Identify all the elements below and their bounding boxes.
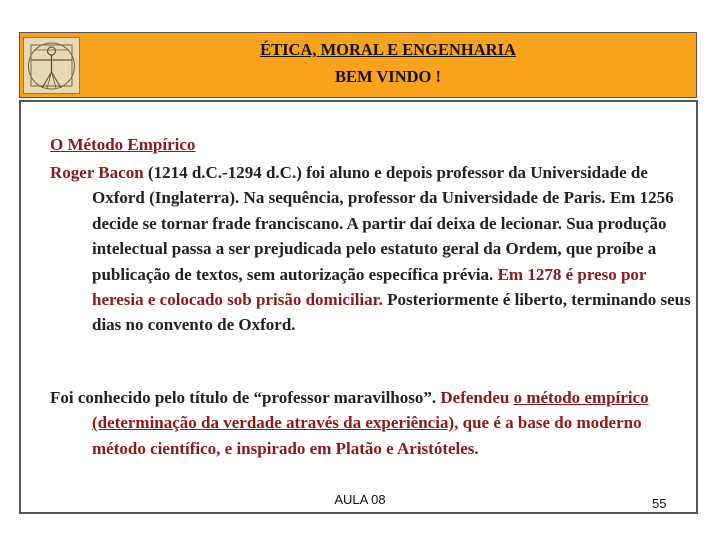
underlined-highlight-text: o método empírico (determinação da verdade através da experiência),	[92, 388, 649, 433]
page-number: 55	[652, 496, 667, 511]
header-banner	[19, 32, 697, 98]
paragraph-roger-bacon	[50, 160, 698, 338]
paragraph-text: Foi conhecido pelo título de “professor maravilhoso”.	[50, 388, 441, 407]
paragraph-text: (1214 d.C.-1294 d.C.) foi aluno e depois professor da Universidade de Oxford (Inglaterra). Na sequência, professor da Universidade de Paris. Em 1256 decide se tornar frade franciscano. A partir daí deixa de lecionar. Sua produção intelectual passa a ser prejudicada pelo estatuto geral da Ordem, que proíbe a publicação de textos, sem autorização específica prévia.	[92, 163, 674, 284]
header-title: ÉTICA, MORAL E ENGENHARIA	[260, 40, 516, 59]
highlight-text: que é a base do moderno método científico, e inspirado em Platão e Aristóteles.	[92, 413, 642, 458]
person-name: Roger Bacon	[50, 163, 144, 182]
highlight-text: Defendeu	[440, 388, 514, 407]
section-title: O Método Empírico	[50, 135, 196, 154]
paragraph-text: Posteriormente é liberto, terminando seus dias no convento de Oxford.	[92, 290, 691, 335]
highlight-text: Em 1278 é preso por heresia e colocado sob prisão domiciliar.	[92, 264, 647, 310]
vitruvian-man-logo	[23, 37, 80, 94]
footer-lesson-label: AULA 08	[334, 492, 386, 507]
header-subtitle: BEM VINDO !	[334, 67, 442, 86]
paragraph-empirical-method	[50, 385, 698, 461]
